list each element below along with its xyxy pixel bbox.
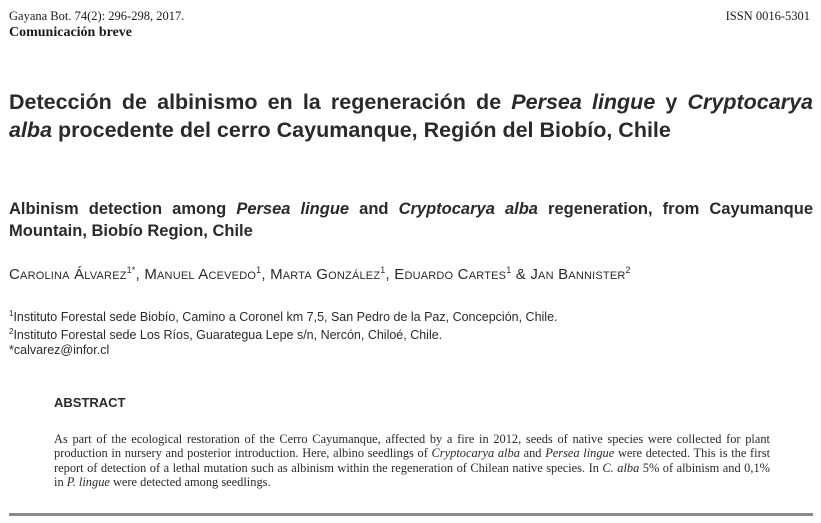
title-en-text: Albinism detection among (9, 200, 237, 218)
author-separator: , (135, 266, 145, 283)
abstract-body (54, 432, 770, 490)
author-affiliation-mark: 1 (380, 265, 386, 275)
affiliation (9, 306, 558, 325)
author-name: Jan Bannister (530, 266, 626, 283)
author-list (9, 265, 631, 283)
issn: ISSN 0016-5301 (725, 9, 810, 23)
corresponding-email[interactable]: *calvarez@infor.cl (9, 343, 110, 357)
abstract-text: were detected. This is the first report of detection of a lethal mutation such as albinism within the regeneration of Chilean native species. In (54, 446, 771, 475)
author-affiliation-mark: 1* (126, 265, 136, 275)
title-es-text: y (655, 90, 688, 114)
abstract-text: 5% of albinism and 0,1% in (54, 460, 770, 490)
abstract-species: C. alba (602, 460, 640, 475)
abstract-heading: ABSTRACT (54, 395, 126, 410)
author-separator: , (385, 266, 395, 283)
title-es-species: Cryptocarya alba (9, 90, 813, 142)
title-english (9, 198, 813, 242)
author-affiliation-mark: 2 (625, 265, 631, 275)
author-name: Carolina Álvarez (9, 266, 127, 283)
abstract-species: Cryptocarya alba (431, 446, 520, 461)
affiliation-text: Instituto Forestal sede Los Ríos, Guarategua Lepe s/n, Nercón, Chiloé, Chile. (13, 328, 443, 343)
title-en-species: Cryptocarya alba (398, 200, 538, 218)
title-en-text: regeneration, from Cayumanque Mountain, Biobío Region, Chile (9, 200, 813, 240)
title-es-text: Detección de albinismo en la regeneración de (9, 90, 512, 114)
abstract-species: Persea lingue (545, 446, 615, 461)
affiliation (9, 324, 442, 343)
author-name: Manuel Acevedo (144, 266, 257, 283)
author-separator: & (511, 266, 531, 283)
title-es-species: Persea lingue (511, 90, 656, 114)
title-en-text: and (349, 200, 399, 218)
title-es-text: procedente del cerro Cayumanque, Región del Biobío, Chile (52, 118, 671, 142)
abstract-text: As part of the ecological restoration of the Cerro Cayumanque, affected by a fire in 2012, seeds of native species were collected for plant production in nursery and posterior introduction. Here, albino seedlings of (54, 432, 770, 461)
author-affiliation-mark: 1 (506, 265, 512, 275)
abstract-text: were detected among seedlings. (109, 475, 271, 490)
author-name: Marta González (270, 266, 381, 283)
title-en-species: Persea lingue (236, 200, 350, 218)
title-spanish (9, 88, 813, 144)
affiliation-mark: 1 (9, 309, 14, 318)
author-separator: , (261, 266, 271, 283)
abstract-text: and (519, 446, 546, 461)
journal-reference: Gayana Bot. 74(2): 296-298, 2017. (9, 9, 185, 23)
author-affiliation-mark: 1 (256, 265, 262, 275)
author-name: Eduardo Cartes (394, 266, 507, 283)
affiliation-text: Instituto Forestal sede Biobío, Camino a Coronel km 7,5, San Pedro de la Paz, Concepción, Chile. (13, 310, 558, 325)
section-label: Comunicación breve (9, 25, 133, 40)
section-divider (9, 513, 813, 516)
affiliation-mark: 2 (9, 327, 14, 336)
abstract-species: P. lingue (66, 475, 110, 490)
